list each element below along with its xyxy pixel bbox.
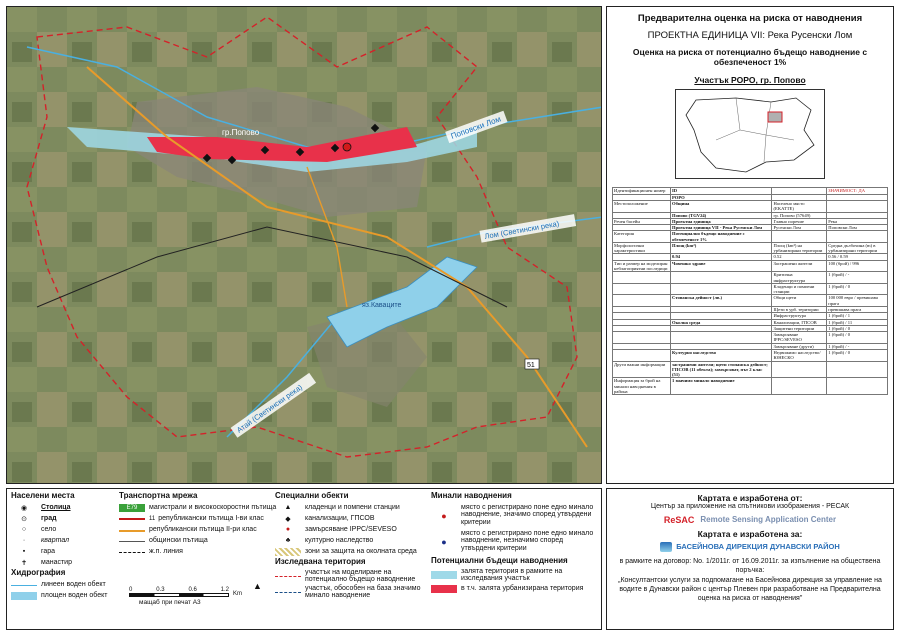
resac-logo-text: ReSAC — [663, 514, 695, 525]
resac-center: Център за приложение на спътникови изображения - РЕСАК — [650, 503, 850, 510]
info-table-cell: Околна среда — [671, 319, 772, 325]
info-table-cell: Защитени територии — [772, 325, 827, 331]
scale-tick: 0 — [129, 587, 133, 593]
contract-text: в рамките на договор: No. 1/2011г. от 16.09.2011г. за изпълнение на обществена поръчка: — [619, 557, 881, 574]
info-table-cell: Недвижимо наследство/ЮНЕСКО — [772, 349, 827, 361]
info-table-cell — [613, 272, 671, 284]
legend-item: място с регистрирано поне едно минало наводнение, незначимо според утвърдени критерии — [461, 529, 594, 552]
info-table-cell — [613, 349, 671, 361]
info-table-row — [613, 361, 888, 378]
legend-past-title: Минали наводнения — [431, 491, 512, 500]
info-table-cell: 1 (брой) / 11 — [827, 319, 888, 325]
info-table-cell: Човешко здраве — [671, 260, 772, 272]
info-table-cell: Площ (km²) на урбанизирани територии — [772, 242, 827, 254]
info-table-cell: превишава прага — [827, 307, 888, 313]
info-table-cell: Идентификационен номер — [613, 188, 671, 194]
info-table-cell: 1 (брой) / 1 — [827, 313, 888, 319]
info-table-row — [613, 231, 888, 243]
town-label: гр.Попово — [222, 128, 260, 137]
info-table-row — [613, 272, 888, 284]
info-table-cell: Русенски Лом — [772, 225, 827, 231]
bulgaria-inset-map — [675, 89, 825, 179]
info-table-cell: 100 000 евро / превишава прага — [827, 295, 888, 307]
legend-item: залята територия в рамките на изследвания участък — [461, 568, 563, 582]
legend-transport-title: Транспортна мрежа — [119, 491, 198, 500]
info-table-cell: 1 (брой) / 0 — [827, 325, 888, 331]
info-table-cell: 1 (брой) / 0 — [827, 283, 888, 295]
legend-transport — [119, 489, 279, 606]
legend-future-title: Потенциални бъдещи наводнения — [431, 556, 568, 565]
river-label-1: Поповски Лом — [449, 114, 503, 141]
satellite-background — [7, 7, 602, 484]
info-table-cell — [827, 378, 888, 395]
legend-item: участък на моделиране на потенциално бъдещо наводнение — [305, 569, 416, 583]
legend-item: културно наследство — [305, 537, 374, 544]
info-table-cell: 0.52 — [772, 254, 827, 260]
made-by-heading: Картата е изработена от: — [697, 493, 803, 503]
info-table-cell: застрашени жители; щети стопанска дейност; ГПСОВ (11 обекта); замърсяват, път 2 клас (51) — [671, 361, 772, 378]
info-table-cell: 1 (брой) / - — [827, 343, 888, 349]
info-table-cell: Община — [671, 200, 772, 212]
info-table-cell: 100 (брой) / 996 — [827, 260, 888, 272]
badge-11: 11 — [149, 515, 156, 522]
legend-item: замърсяване IPPC/SEVESO — [305, 526, 397, 533]
scale-unit: Km — [233, 591, 242, 597]
legend-item: кладенци и помпени станции — [305, 504, 400, 511]
legend-past-floods: Минали наводнения ● място с регистрирано поне едно минало наводнение, значимо според утвърдени критерии ● място с регистрирано поне едно минало наводнение, незначимо според утвърдени критерии Потенциални бъдещи наводнения залята територия в рамките на изследвания участък в т.ч. залята урбанизирана територия — [431, 489, 599, 594]
info-table-cell — [671, 272, 772, 284]
info-table-row — [613, 295, 888, 307]
river-label-2: Лом (Светински река) — [483, 218, 560, 241]
info-table-row — [613, 200, 888, 212]
legend-item: канализации, ГПСОВ — [305, 515, 375, 522]
info-table-cell: Поповски Лом — [827, 225, 888, 231]
legend-item: в т.ч. залята урбанизирана територия — [461, 585, 584, 592]
info-table-cell: Проектна единица VII - Река Русенски Лом — [671, 225, 772, 231]
info-table-cell — [772, 378, 827, 395]
wave-icon — [660, 542, 672, 552]
legend-hydro-title: Хидрография — [11, 568, 66, 577]
info-table-cell — [613, 332, 671, 344]
info-table-cell: гр. Попово (57649) — [772, 212, 827, 218]
resac-name: Remote Sensing Application Center — [700, 515, 837, 525]
info-table-cell — [772, 361, 827, 378]
info-table-cell: 1 значимо минало наводнение — [671, 378, 772, 395]
info-table-cell: Информация за брой на минали наводнения в района — [613, 378, 671, 395]
flood-map[interactable] — [7, 7, 602, 484]
legend-panel — [6, 488, 602, 630]
credits-panel — [606, 488, 894, 630]
info-table-cell — [671, 283, 772, 295]
scale-tick: 0.3 — [156, 587, 165, 593]
reservoir-label: яз.Каваците — [362, 302, 402, 309]
info-table-cell: Щети в урб. територии — [772, 307, 827, 313]
info-table-cell — [613, 283, 671, 295]
info-table-cell: Площ (km²) — [671, 242, 772, 254]
info-table-cell: Населено място (EKATTE) — [772, 200, 827, 212]
legend-item: село — [41, 526, 57, 533]
info-table-cell: 0.94 — [671, 254, 772, 260]
info-table-cell: Общи щети — [772, 295, 827, 307]
info-table-cell: Стопанска дейност (лв.) — [671, 295, 772, 307]
info-table-cell: Тип и размер на моделиран неблагоприятни последици — [613, 260, 671, 272]
info-table-cell: Речен басейн — [613, 218, 671, 224]
legend-item: републикански пътища II-ри клас — [149, 526, 257, 533]
info-title: Предварителна оценка на риска от наводнения — [637, 13, 863, 24]
info-table-cell: Средна дълбочина (m) в урбанизирани територии — [827, 242, 888, 254]
scale-caption: мащаб при печат A3 — [139, 599, 201, 606]
info-table-cell: Замърсяване IPPC/SEVESO — [772, 332, 827, 344]
info-table-row — [613, 332, 888, 344]
scale-tick: 1.2 — [220, 587, 229, 593]
info-table-cell: 1 (брой) / 0 — [827, 332, 888, 344]
scale-bar — [119, 581, 269, 606]
legend-item: площен воден обект — [41, 592, 108, 599]
info-table-cell: Попово (TGV24) — [671, 212, 772, 218]
info-table-cell: Морфологични характеристики — [613, 242, 671, 254]
info-table-cell: Потенциално бъдещо наводнение с обезпеченост 1% — [671, 231, 772, 243]
info-table — [612, 187, 888, 395]
legend-item: ж.п. линия — [149, 548, 183, 555]
resac-logo — [607, 515, 893, 525]
legend-item: общински пътища — [149, 537, 208, 544]
legend-item: място с регистрирано поне едно минало наводнение, значимо според утвърдени критерии — [461, 503, 594, 526]
info-table-cell: Кладенци и помпени станции — [772, 283, 827, 295]
legend-item: манастир — [41, 559, 72, 566]
info-table-cell: 0.56 / 0.59 — [827, 254, 888, 260]
north-arrow-icon: ▲ — [253, 581, 262, 591]
legend-item: линеен воден обект — [41, 581, 106, 588]
info-table-row — [613, 349, 888, 361]
info-table-cell — [827, 361, 888, 378]
info-panel — [606, 6, 894, 484]
legend-territory-title: Изследвана територия — [275, 557, 366, 566]
scale-tick: 0.6 — [188, 587, 197, 593]
info-table-cell: Културно наследство — [671, 349, 772, 361]
info-table-cell: Канализации, ГПСОВ — [772, 319, 827, 325]
info-table-cell: Други важни информации — [613, 361, 671, 378]
legend-item: републикански пътища I-ви клас — [158, 515, 264, 522]
info-table-cell: Критична инфраструктура — [772, 272, 827, 284]
info-table-cell — [827, 200, 888, 212]
section-name: Участък POPO, гр. Попово — [694, 75, 806, 86]
legend-item: зони за защита на околната среда — [305, 548, 417, 555]
legend-objects-title: Специални обекти — [275, 491, 349, 500]
info-table-cell: Проектна единица — [671, 218, 772, 224]
legend-item: квартал — [41, 537, 70, 544]
info-table-cell: Инфраструктура — [772, 313, 827, 319]
legend-settlements: Населени места ◉ Столица ⊙ град ○ село · квартал ▪ гара ✝ манастир Хидрография линеен воден обект площен воден обект — [11, 489, 116, 601]
legend-item: участък, обособен на база значимо минало наводнение — [305, 585, 421, 599]
info-table-cell: Замърсяване (други) — [772, 343, 827, 349]
info-table-cell: Застрашени жители — [772, 260, 827, 272]
legend-item: магистрали и високоскоростни пътища — [149, 504, 277, 511]
bd-logo — [607, 542, 893, 552]
info-table-cell: POPO — [671, 194, 772, 200]
info-table-cell: 1 (брой) / - — [827, 272, 888, 284]
bd-name: БАСЕЙНОВА ДИРЕКЦИЯ ДУНАВСКИ РАЙОН — [676, 542, 840, 552]
info-subtitle: Оценка на риска от потенциално бъдещо наводнение с обезпеченост 1% — [632, 47, 868, 68]
info-table-cell — [613, 295, 671, 307]
country-outline — [686, 98, 814, 172]
info-table-cell: ID — [671, 188, 772, 194]
legend-item: гара — [41, 548, 56, 555]
legend-objects: Специални обекти ▲ кладенци и помпени станции ◆ канализации, ГПСОВ ● замърсяване IPPC/SEVESO ♣ културно наследство зони за защита на околната среда Изследвана територия участък на моделиране на потенциално бъдещо наводнение участък, обособен на база значимо минало наводнение — [275, 489, 435, 600]
info-table-cell — [827, 231, 888, 243]
project-unit: ПРОЕКТНА ЕДИНИЦА VII: Река Русенски Лом — [647, 30, 853, 41]
info-table-cell: 1 (брой) / 0 — [827, 349, 888, 361]
legend-item: Столица — [41, 504, 71, 511]
map-panel[interactable] — [6, 6, 602, 484]
info-table-cell — [671, 332, 772, 344]
info-table-cell: ЗНАЧИМОСТ: ДА — [827, 188, 888, 194]
section-highlight — [768, 112, 782, 122]
info-table-row — [613, 260, 888, 272]
legend-settlements-title: Населени места — [11, 491, 75, 500]
badge-e79: E79 — [119, 504, 145, 512]
info-table-row — [613, 242, 888, 254]
info-table-cell — [772, 231, 827, 243]
legend-item: град — [41, 515, 57, 522]
info-table-cell: Главно поречие — [772, 218, 827, 224]
info-table-cell: Река — [827, 218, 888, 224]
info-table-row — [613, 378, 888, 395]
project-text: „Консултантски услуги за подпомагане на Басейнова дирекция за управление на водите в Дунавски район с център Плевен при разработване на Предварителна оценка на риска от наводнения" — [618, 577, 882, 602]
made-for-heading: Картата е изработена за: — [697, 528, 803, 539]
ippc-marker — [343, 143, 351, 151]
info-table-cell: Категория — [613, 231, 671, 243]
info-table-cell: Местоположение — [613, 200, 671, 212]
river-label-3: Атай (Светински река) — [234, 382, 304, 435]
road-label: 51 — [527, 362, 535, 369]
info-table-row — [613, 283, 888, 295]
